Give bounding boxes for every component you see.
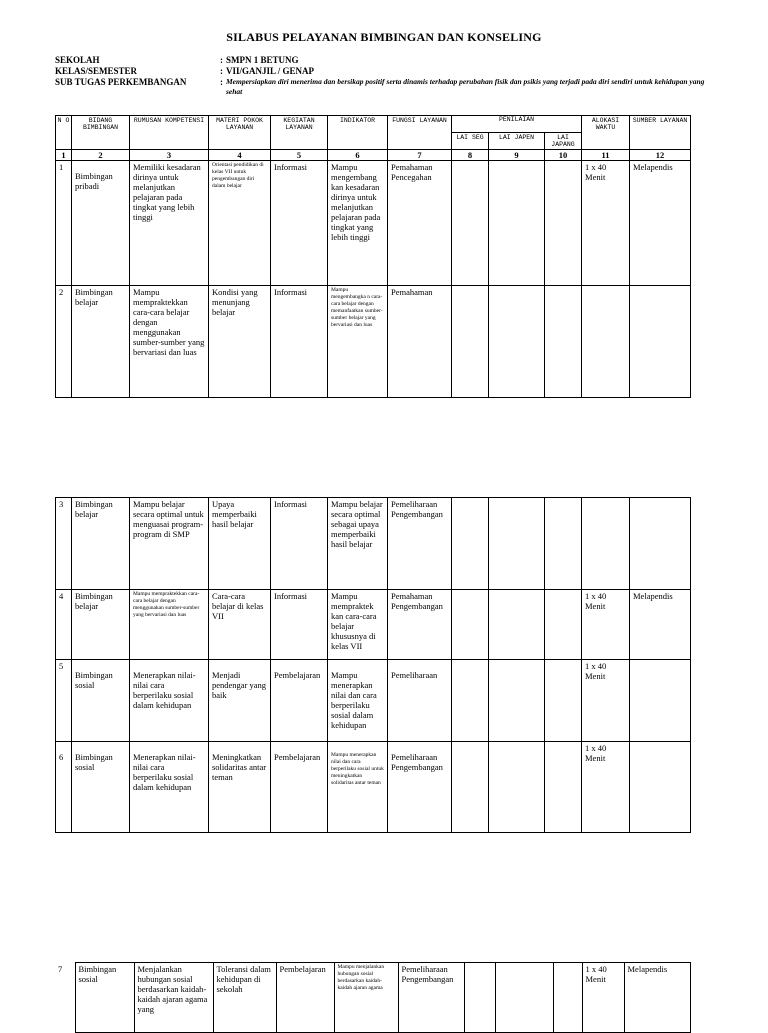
- meta-key: SEKOLAH: [55, 55, 100, 65]
- table-row: 6 Bimbingan sosial Menerapkan nilai-nilai cara berperilaku sosial dalam kehidupan Meningkatkan solidaritas antar teman Pembelajaran Mampu menerapkan nilai dan cara berperilaku sosial untuk meningkatkan solidaritas antar teman Pemeliharaan Pengembangan 1 x 40 Menit: [56, 742, 691, 833]
- header-bidang: BIDANG BIMBINGAN: [72, 116, 130, 150]
- table-row: 1 Bimbingan pribadi Memiliki kesadaran dirinya untuk melanjutkan pelajaran pada tingkat yang lebih tinggi Orientasi pendidikan di kelas VII untuk pengembangan diri dalam belajar Informasi Mampu mengembang kan kesadaran dirinya untuk melanjutkan pelajaran pada tingkat yang lebih tinggi Pemahaman Pencegahan 1 x 40 Menit Melapendis: [56, 161, 691, 286]
- header-kegiatan: KEGIATAN LAYANAN: [271, 116, 328, 150]
- syllabus-table-1: [55, 115, 691, 398]
- header-lai-seg: LAI SEG: [452, 133, 489, 150]
- meta-value: SMPN 1 BETUNG: [226, 55, 299, 65]
- meta-value: VII/GANJIL / GENAP: [226, 66, 315, 76]
- meta-row-sekolah: SEKOLAH : SMPN 1 BETUNG: [55, 55, 706, 66]
- table-row: 5 Bimbingan sosial Menerapkan nilai-nilai cara berperilaku sosial dalam kehidupan Menjadi pendengar yang baik Pembelajaran Mampu menerapkan nilai dan cara berperilaku sosial dalam kehidupan Pemeliharaan 1 x 40 Menit: [56, 660, 691, 742]
- header-row: [56, 116, 691, 133]
- meta-value: Mempersiapkan diri menerima dan bersikap positif serta dinamis terhadap perubahan fisik dan psikis yang terjadi pada diri sendiri untuk kehidupan yang sehat: [226, 77, 705, 96]
- meta-row-sub-tugas: SUB TUGAS PERKEMBANGAN : Mempersiapkan diri menerima dan bersikap positif serta dinamis terhadap perubahan fisik dan psikis yang terjadi pada diri sendiri untuk kehidupan yang sehat: [55, 77, 705, 96]
- meta-key: KELAS/SEMESTER: [55, 66, 138, 76]
- syllabus-table-2: [55, 497, 691, 833]
- header-lai-japen: LAI JAPEN: [489, 133, 545, 150]
- header-lai-japang: LAI JAPANG: [545, 133, 582, 150]
- meta-row-kelas: KELAS/SEMESTER : VII/GANJIL / GENAP: [55, 66, 706, 77]
- table-row: 3 Bimbingan belajar Mampu belajar secara optimal untuk menguasai program-program di SMP Upaya memperbaiki hasil belajar Informasi Mampu belajar secara optimal sebagai upaya memperbaiki hasil belajar Pemeliharaan Pengembangan: [56, 498, 691, 590]
- header-sumber: SUMBER LAYANAN: [630, 116, 691, 150]
- header-alokasi: ALOKASI WAKTU: [582, 116, 630, 150]
- header-fungsi: FUNGSI LAYANAN: [388, 116, 452, 150]
- header-rumusan: RUMUSAN KOMPETENSI: [130, 116, 209, 150]
- header-materi: MATERI POKOK LAYANAN: [209, 116, 271, 150]
- document-meta: [55, 55, 706, 97]
- table-row: 2 Bimbingan belajar Mampu mempraktekkan cara-cara belajar dengan menggunakan sumber-sumber yang bervariasi dan luas Kondisi yang menunjang belajar Informasi Mampu mengembangka n cara-cara belajar dengan memanfaatkan sumber-sumber belajar yang bervariasi dan luas Pemahaman: [56, 286, 691, 398]
- header-penilaian: PENILAIAN: [452, 116, 582, 133]
- header-indikator: INDIKATOR: [328, 116, 388, 150]
- column-number-row: 1 2 3 4 5 6 7 8 9 10 11 12: [56, 150, 691, 161]
- meta-key: SUB TUGAS PERKEMBANGAN: [55, 77, 187, 87]
- header-no: N O: [56, 116, 72, 150]
- table-row: 7 Bimbingan sosial Menjalankan hubungan sosial berdasarkan kaidah-kaidah ajaran agama yang Toleransi dalam kehidupan di sekolah Pembelajaran Mampu menjalankan hubungan sosial berdasarkan kaidah-kaidah ajaran agama Pemeliharaan Pengembangan 1 x 40 Menit Melapendis: [75, 963, 690, 1033]
- page-title: SILABUS PELAYANAN BIMBINGAN DAN KONSELING: [226, 30, 542, 44]
- table-row: 4 Bimbingan belajar Mampu mempraktekkan cara-cara belajar dengan menggunakan sumber-sumber yang bervariasi dan luas Cara-cara belajar di kelas VII Informasi Mampu mempraktek kan cara-cara belajar khususnya di kelas VII Pemahaman Pengembangan 1 x 40 Menit Melapendis: [56, 590, 691, 660]
- syllabus-table-3: [58, 962, 691, 1033]
